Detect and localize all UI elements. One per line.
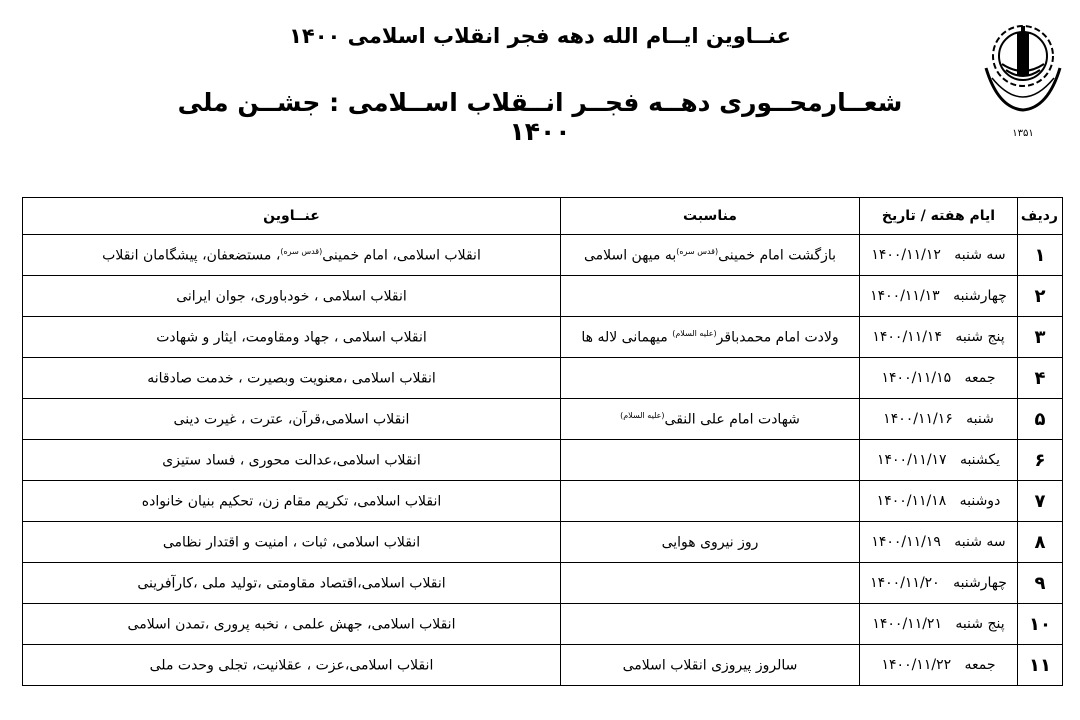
- titles-text: انقلاب اسلامی ، جهاد ومقاومت، ایثار و شهادت: [156, 329, 427, 346]
- row-titles: [23, 358, 561, 399]
- table-row: [23, 399, 1063, 440]
- header-occasion: مناسبت: [561, 198, 860, 235]
- occasion-text: روز نیروی هوایی: [661, 534, 759, 551]
- row-date-cell: [860, 317, 1018, 358]
- occasion-honorific: (علیه السلام): [672, 328, 717, 338]
- row-occasion: [561, 481, 860, 522]
- table-row: [23, 440, 1063, 481]
- row-date: ۱۴۰۰/۱۱/۱۲: [871, 247, 941, 263]
- table-row: [23, 481, 1063, 522]
- row-titles: [23, 276, 561, 317]
- row-titles: [23, 235, 561, 276]
- table-header-row: [23, 198, 1063, 235]
- header-date: ایام هفته / تاریخ: [860, 198, 1018, 235]
- row-titles: [23, 481, 561, 522]
- table-row: [23, 317, 1063, 358]
- row-titles: [23, 563, 561, 604]
- titles-text: انقلاب اسلامی، امام خمینی: [322, 247, 481, 264]
- row-date-cell: [860, 358, 1018, 399]
- row-number: ۵: [1018, 399, 1063, 440]
- titles-text: انقلاب اسلامی،عزت ، عقلانیت، تجلی وحدت ملی: [149, 657, 434, 674]
- row-day: سه شنبه: [954, 534, 1006, 550]
- header-row-number: ردیف: [1018, 198, 1063, 235]
- row-number: ۱: [1018, 235, 1063, 276]
- council-emblem-icon: [978, 8, 1068, 128]
- row-date-cell: [860, 604, 1018, 645]
- row-number: ۱۰: [1018, 604, 1063, 645]
- row-number: ۸: [1018, 522, 1063, 563]
- titles-text: انقلاب اسلامی، تکریم مقام زن، تحکیم بنیان خانواده: [141, 493, 442, 510]
- table-row: [23, 563, 1063, 604]
- row-occasion: [561, 276, 860, 317]
- titles-text: انقلاب اسلامی،قرآن، عترت ، غیرت دینی: [173, 411, 410, 428]
- titles-text: انقلاب اسلامی، جهش علمی ، نخبه پروری ،تمدن اسلامی: [127, 616, 456, 633]
- row-number: ۷: [1018, 481, 1063, 522]
- row-date-cell: [860, 399, 1018, 440]
- row-date-cell: [860, 645, 1018, 686]
- row-number: ۹: [1018, 563, 1063, 604]
- row-date: ۱۴۰۰/۱۱/۱۵: [881, 370, 952, 386]
- row-date: ۱۴۰۰/۱۱/۱۷: [876, 452, 947, 468]
- titles-text: انقلاب اسلامی،اقتصاد مقاومتی ،تولید ملی ،کارآفرینی: [137, 575, 446, 592]
- row-date-cell: [860, 481, 1018, 522]
- row-date-cell: [860, 276, 1018, 317]
- occasion-text-end: میهمانی لاله ها: [581, 329, 673, 346]
- row-titles: [23, 604, 561, 645]
- row-date-cell: [860, 440, 1018, 481]
- row-day: چهارشنبه: [953, 575, 1007, 591]
- row-day: چهارشنبه: [953, 288, 1007, 304]
- row-date-cell: [860, 235, 1018, 276]
- row-date: ۱۴۰۰/۱۱/۲۱: [872, 616, 942, 632]
- row-titles: [23, 440, 561, 481]
- row-occasion: [561, 440, 860, 481]
- row-occasion: [561, 522, 860, 563]
- row-day: جمعه: [964, 370, 996, 386]
- row-titles: [23, 645, 561, 686]
- row-date: ۱۴۰۰/۱۱/۱۶: [883, 411, 953, 427]
- row-occasion: [561, 645, 860, 686]
- row-date: ۱۴۰۰/۱۱/۱۸: [876, 493, 947, 509]
- row-date: ۱۴۰۰/۱۱/۱۹: [871, 534, 941, 550]
- row-day: دوشنبه: [959, 493, 1001, 509]
- titles-text: انقلاب اسلامی ،معنویت وبصیرت ، خدمت صادقانه: [147, 370, 436, 387]
- row-number: ۱۱: [1018, 645, 1063, 686]
- occasion-text: ولادت امام محمدباقر: [716, 329, 839, 346]
- row-day: یکشنبه: [959, 452, 1001, 468]
- titles-text-end: ، مستضعفان، پیشگامان انقلاب: [102, 247, 281, 264]
- row-number: ۶: [1018, 440, 1063, 481]
- row-date-cell: [860, 522, 1018, 563]
- row-occasion: [561, 399, 860, 440]
- row-date: ۱۴۰۰/۱۱/۱۴: [872, 329, 942, 345]
- row-day: پنج شنبه: [955, 329, 1005, 345]
- page-subtitle: شعــارمحــوری دهــه فجــر انــقلاب اســلامی : جشــن ملی ۱۴۰۰: [177, 88, 903, 146]
- titles-text: انقلاب اسلامی، ثبات ، امنیت و اقتدار نظامی: [162, 534, 421, 551]
- row-number: ۳: [1018, 317, 1063, 358]
- schedule-table: [22, 197, 1063, 686]
- row-day: پنج شنبه: [955, 616, 1005, 632]
- occasion-text: سالروز پیروزی انقلاب اسلامی: [622, 657, 798, 674]
- table-row: [23, 522, 1063, 563]
- titles-text: انقلاب اسلامی،عدالت محوری ، فساد ستیزی: [162, 452, 421, 469]
- logo: [978, 8, 1068, 150]
- row-titles: [23, 399, 561, 440]
- row-day: شنبه: [966, 411, 994, 427]
- occasion-text: بازگشت امام خمینی: [718, 247, 837, 264]
- row-date: ۱۴۰۰/۱۱/۱۳: [870, 288, 940, 304]
- row-occasion: [561, 235, 860, 276]
- row-date: ۱۴۰۰/۱۱/۲۲: [881, 657, 952, 673]
- table-row: [23, 235, 1063, 276]
- page-title: عنــاوین ایــام الله دهه فجر انقلاب اسلامی ۱۴۰۰: [289, 24, 791, 48]
- header-titles: عنــاوین: [23, 198, 561, 235]
- titles-text: انقلاب اسلامی ، خودباوری، جوان ایرانی: [176, 288, 407, 305]
- table-row: [23, 358, 1063, 399]
- table-row: [23, 276, 1063, 317]
- row-occasion: [561, 358, 860, 399]
- logo-year: ۱۳۵۱: [1012, 128, 1034, 139]
- row-occasion: [561, 317, 860, 358]
- occasion-text: شهادت امام علی النقی: [664, 411, 800, 428]
- titles-honorific: (قدس سره): [280, 246, 323, 256]
- row-day: سه شنبه: [954, 247, 1006, 263]
- row-date-cell: [860, 563, 1018, 604]
- row-titles: [23, 522, 561, 563]
- row-number: ۲: [1018, 276, 1063, 317]
- occasion-honorific: (علیه السلام): [620, 410, 665, 420]
- table-row: [23, 645, 1063, 686]
- row-number: ۴: [1018, 358, 1063, 399]
- occasion-honorific: (قدس سره): [676, 246, 719, 256]
- table-row: [23, 604, 1063, 645]
- row-date: ۱۴۰۰/۱۱/۲۰: [870, 575, 940, 591]
- row-occasion: [561, 563, 860, 604]
- row-occasion: [561, 604, 860, 645]
- occasion-text-end: به میهن اسلامی: [583, 247, 677, 264]
- row-titles: [23, 317, 561, 358]
- row-day: جمعه: [964, 657, 996, 673]
